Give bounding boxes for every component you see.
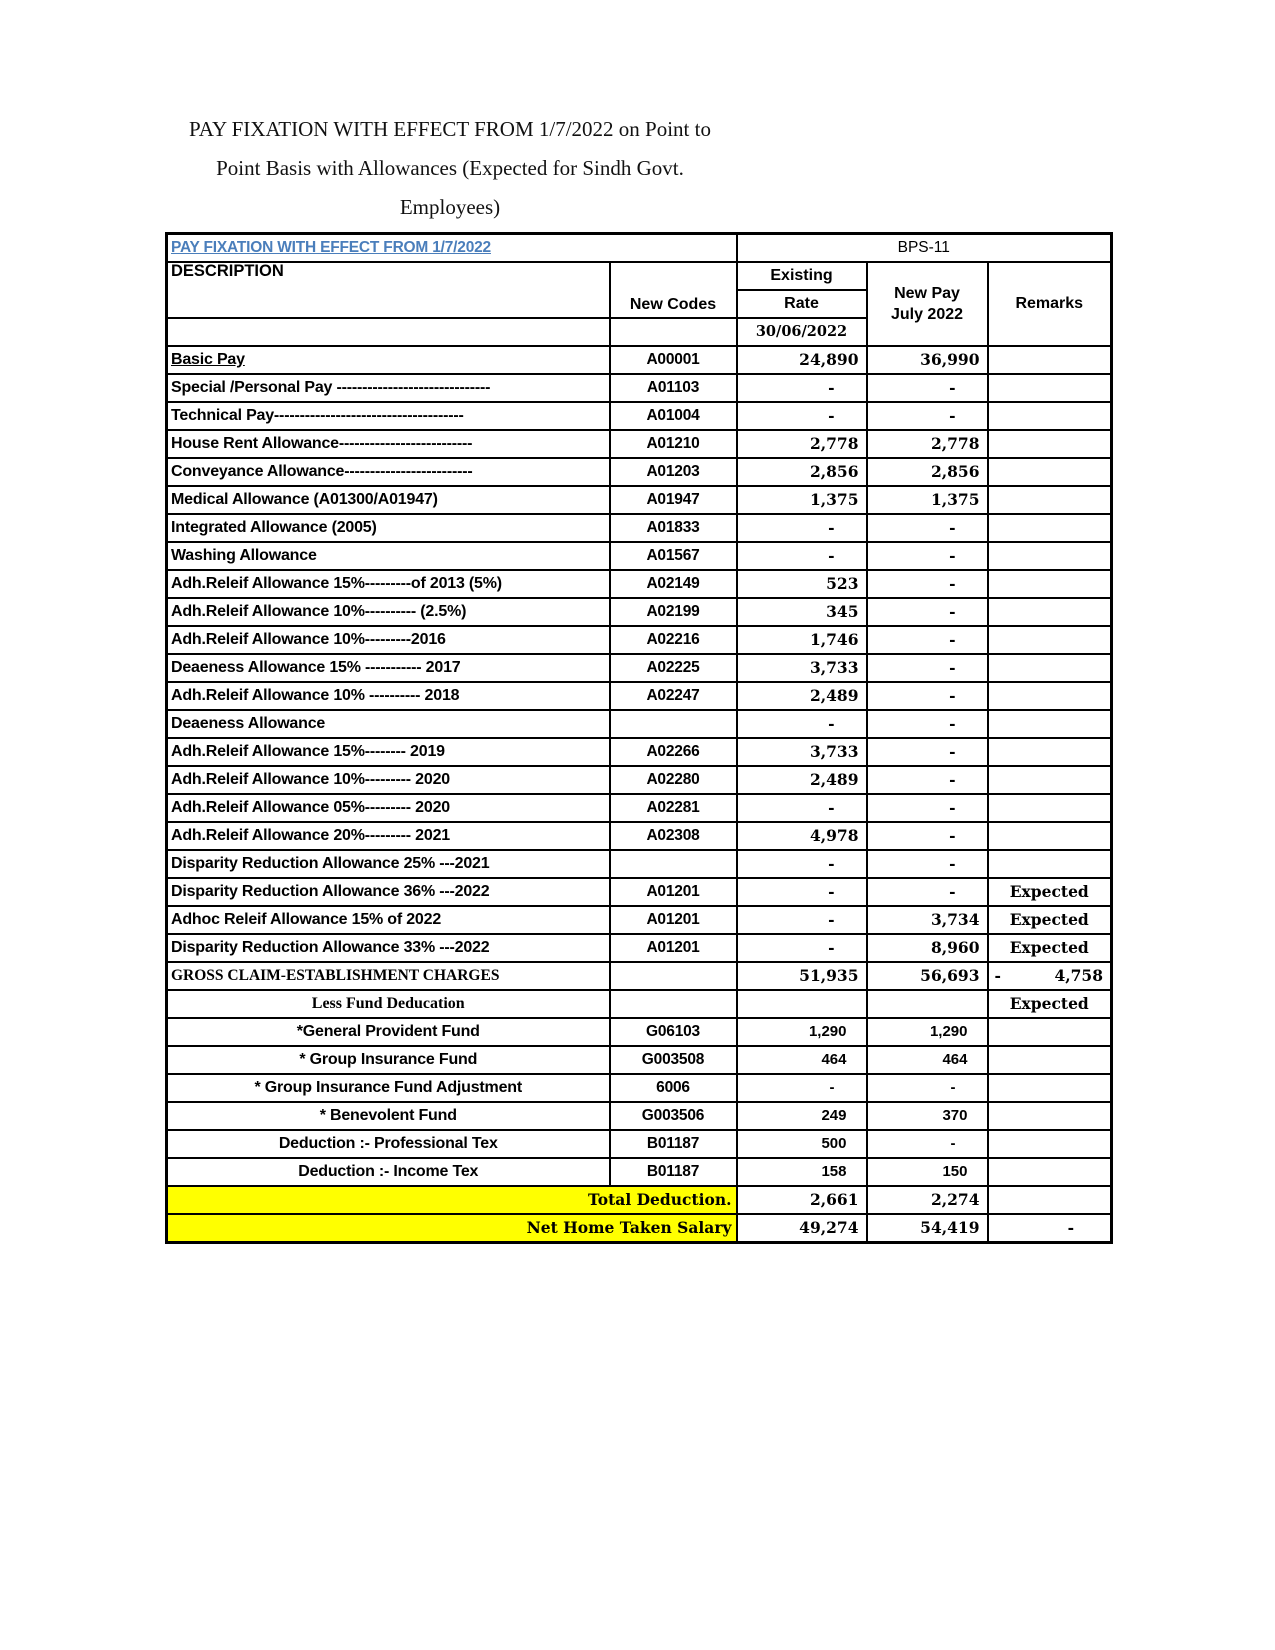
row-code-cell: A01567 — [610, 542, 737, 570]
row-new-pay-cell — [867, 990, 988, 1018]
row-new-pay-cell: - — [867, 542, 988, 570]
row-new-pay-cell: 2,274 — [867, 1186, 988, 1214]
table-row — [167, 1102, 1112, 1130]
row-new-pay-cell: 3,734 — [867, 906, 988, 934]
row-new-pay-cell: - — [867, 682, 988, 710]
row-new-pay-cell: 8,960 — [867, 934, 988, 962]
row-remarks-cell — [988, 1018, 1112, 1046]
row-existing-rate-cell: 2,489 — [737, 766, 867, 794]
row-existing-rate-cell: - — [737, 542, 867, 570]
row-description-cell: Washing Allowance — [167, 542, 610, 570]
row-remarks-cell — [988, 514, 1112, 542]
row-remarks-cell: Expected — [988, 990, 1112, 1018]
row-remarks-cell — [988, 1158, 1112, 1186]
row-label-cell: Total Deduction. — [167, 1186, 737, 1214]
row-existing-rate-cell: 49,274 — [737, 1214, 867, 1243]
row-description-cell: Special /Personal Pay ------------------------------ — [167, 374, 610, 402]
row-code-cell: A02149 — [610, 570, 737, 598]
row-existing-rate-cell: - — [737, 934, 867, 962]
row-new-pay-cell: 1,290 — [867, 1018, 988, 1046]
row-new-pay-cell: - — [867, 654, 988, 682]
row-remarks-cell — [988, 1186, 1112, 1214]
row-existing-rate-cell: 24,890 — [737, 346, 867, 374]
row-code-cell: A01201 — [610, 878, 737, 906]
row-existing-rate-cell: - — [737, 1074, 867, 1102]
table-row — [167, 682, 1112, 710]
row-existing-rate-cell: 249 — [737, 1102, 867, 1130]
row-code-cell: A02216 — [610, 626, 737, 654]
row-code-cell: A01203 — [610, 458, 737, 486]
row-remarks-cell — [988, 794, 1112, 822]
row-new-pay-cell: - — [867, 570, 988, 598]
row-code-cell: A02308 — [610, 822, 737, 850]
row-existing-rate-cell: 1,375 — [737, 486, 867, 514]
row-code-cell: A02247 — [610, 682, 737, 710]
row-new-pay-cell: 2,778 — [867, 430, 988, 458]
row-remarks-cell: Expected — [988, 934, 1112, 962]
row-remarks-cell: - — [988, 1214, 1112, 1243]
table-row — [167, 346, 1112, 374]
remark-amount: 4,758 — [1054, 965, 1103, 985]
row-existing-rate-cell — [737, 990, 867, 1018]
row-existing-rate-cell: - — [737, 710, 867, 738]
new-codes-header-spacer-cell — [610, 318, 737, 346]
rate-header-cell: Rate — [737, 290, 867, 318]
table-row — [167, 1186, 1112, 1214]
row-new-pay-cell: - — [867, 850, 988, 878]
row-remarks-cell — [988, 738, 1112, 766]
row-new-pay-cell: 1,375 — [867, 486, 988, 514]
row-existing-rate-cell: - — [737, 794, 867, 822]
table-row — [167, 878, 1112, 906]
table-row — [167, 962, 1112, 990]
table-row — [167, 1214, 1112, 1243]
remarks-column-header: Remarks — [988, 262, 1112, 346]
row-new-pay-cell: - — [867, 514, 988, 542]
row-description-cell: Conveyance Allowance------------------------- — [167, 458, 610, 486]
row-new-pay-cell: - — [867, 598, 988, 626]
existing-header-cell: Existing — [737, 262, 867, 290]
row-new-pay-cell: - — [867, 402, 988, 430]
row-code-cell: A02266 — [610, 738, 737, 766]
row-description-cell: Disparity Reduction Allowance 36% ---2022 — [167, 878, 610, 906]
remark-negative-sign: - — [994, 965, 1001, 985]
row-new-pay-cell: - — [867, 1130, 988, 1158]
document-title-line-3: Employees) — [399, 195, 501, 219]
row-existing-rate-cell: 500 — [737, 1130, 867, 1158]
table-row — [167, 514, 1112, 542]
table-row — [167, 794, 1112, 822]
row-remarks-cell — [988, 850, 1112, 878]
row-existing-rate-cell: - — [737, 906, 867, 934]
description-column-header: DESCRIPTION — [167, 262, 610, 318]
row-description-cell: Deduction :- Professional Tex — [167, 1130, 610, 1158]
row-code-cell: A01833 — [610, 514, 737, 542]
table-row — [167, 850, 1112, 878]
row-remarks-cell — [988, 374, 1112, 402]
row-new-pay-cell: 56,693 — [867, 962, 988, 990]
table-row — [167, 766, 1112, 794]
row-new-pay-cell: 36,990 — [867, 346, 988, 374]
rate-date-cell: 30/06/2022 — [737, 318, 867, 346]
row-existing-rate-cell: 1,290 — [737, 1018, 867, 1046]
row-code-cell: A01201 — [610, 906, 737, 934]
row-description-cell: Disparity Reduction Allowance 33% ---2022 — [167, 934, 610, 962]
row-code-cell: A01201 — [610, 934, 737, 962]
table-row — [167, 738, 1112, 766]
bps-grade-cell: BPS-11 — [737, 234, 1112, 263]
row-description-cell: Medical Allowance (A01300/A01947) — [167, 486, 610, 514]
row-remarks-cell: Expected — [988, 878, 1112, 906]
row-code-cell: A02281 — [610, 794, 737, 822]
row-code-cell — [610, 710, 737, 738]
row-code-cell — [610, 990, 737, 1018]
row-existing-rate-cell: 3,733 — [737, 738, 867, 766]
row-code-cell: G06103 — [610, 1018, 737, 1046]
row-new-pay-cell: 464 — [867, 1046, 988, 1074]
row-description-cell: Adh.Releif Allowance 10%---------- (2.5%) — [167, 598, 610, 626]
row-remarks-cell — [988, 542, 1112, 570]
row-remarks-cell — [988, 710, 1112, 738]
row-new-pay-cell: - — [867, 822, 988, 850]
row-existing-rate-cell: 2,489 — [737, 682, 867, 710]
table-row — [167, 1074, 1112, 1102]
row-new-pay-cell: - — [867, 878, 988, 906]
pay-fixation-table — [165, 232, 1113, 1244]
table-row — [167, 542, 1112, 570]
row-code-cell: A02280 — [610, 766, 737, 794]
row-new-pay-cell: 2,856 — [867, 458, 988, 486]
row-code-cell: G003506 — [610, 1102, 737, 1130]
row-code-cell: A02199 — [610, 598, 737, 626]
row-description-cell: Adh.Releif Allowance 10%---------2016 — [167, 626, 610, 654]
table-row — [167, 598, 1112, 626]
new-pay-header-line-1: New Pay — [894, 285, 960, 302]
row-code-cell: A00001 — [610, 346, 737, 374]
table-row — [167, 1158, 1112, 1186]
row-code-cell — [610, 962, 737, 990]
document-title — [170, 110, 730, 227]
row-new-pay-cell: - — [867, 1074, 988, 1102]
table-header-row-1 — [167, 234, 1112, 263]
row-new-pay-cell: 54,419 — [867, 1214, 988, 1243]
row-code-cell: A01103 — [610, 374, 737, 402]
row-new-pay-cell: - — [867, 794, 988, 822]
row-description-cell: GROSS CLAIM-ESTABLISHMENT CHARGES — [167, 962, 610, 990]
row-description-cell: Adh.Releif Allowance 10%--------- 2020 — [167, 766, 610, 794]
row-existing-rate-cell: 464 — [737, 1046, 867, 1074]
table-row — [167, 626, 1112, 654]
row-code-cell: A01947 — [610, 486, 737, 514]
row-existing-rate-cell: - — [737, 850, 867, 878]
row-remarks-cell — [988, 1102, 1112, 1130]
row-description-cell: Adh.Releif Allowance 15%-------- 2019 — [167, 738, 610, 766]
row-new-pay-cell: - — [867, 374, 988, 402]
row-description-cell: Adh.Releif Allowance 20%--------- 2021 — [167, 822, 610, 850]
row-description-cell: Adh.Releif Allowance 05%--------- 2020 — [167, 794, 610, 822]
row-remarks-cell — [988, 766, 1112, 794]
table-row — [167, 1018, 1112, 1046]
table-row — [167, 822, 1112, 850]
row-remarks-cell — [988, 962, 1112, 990]
row-code-cell — [610, 850, 737, 878]
row-existing-rate-cell: 2,661 — [737, 1186, 867, 1214]
row-remarks-cell — [988, 1046, 1112, 1074]
table-row — [167, 1130, 1112, 1158]
table-row — [167, 486, 1112, 514]
table-row — [167, 402, 1112, 430]
row-existing-rate-cell: 2,856 — [737, 458, 867, 486]
row-remarks-cell — [988, 402, 1112, 430]
row-new-pay-cell: 370 — [867, 1102, 988, 1130]
row-description-cell: Deaeness Allowance 15% ----------- 2017 — [167, 654, 610, 682]
row-new-pay-cell: - — [867, 766, 988, 794]
new-pay-column-header — [867, 262, 988, 346]
row-existing-rate-cell: - — [737, 374, 867, 402]
row-description-cell: Technical Pay------------------------------------- — [167, 402, 610, 430]
table-row — [167, 654, 1112, 682]
row-new-pay-cell: - — [867, 710, 988, 738]
row-description-cell: House Rent Allowance-------------------------- — [167, 430, 610, 458]
row-code-cell: A01210 — [610, 430, 737, 458]
row-description-cell — [167, 346, 610, 374]
row-description-cell: Adh.Releif Allowance 15%---------of 2013 (5%) — [167, 570, 610, 598]
row-code-cell: A02225 — [610, 654, 737, 682]
row-existing-rate-cell: 51,935 — [737, 962, 867, 990]
new-pay-header-line-2: July 2022 — [890, 306, 964, 323]
row-remarks-cell — [988, 682, 1112, 710]
row-label-cell: Net Home Taken Salary — [167, 1214, 737, 1243]
row-remarks-cell — [988, 486, 1112, 514]
row-remarks-cell: Expected — [988, 906, 1112, 934]
underlined-label: Basic Pay — [171, 350, 245, 368]
row-description-cell: * Benevolent Fund — [167, 1102, 610, 1130]
row-remarks-cell — [988, 1130, 1112, 1158]
table-header-row-2 — [167, 262, 1112, 290]
row-remarks-cell — [988, 570, 1112, 598]
row-remarks-cell — [988, 1074, 1112, 1102]
row-existing-rate-cell: - — [737, 878, 867, 906]
row-new-pay-cell: 150 — [867, 1158, 988, 1186]
row-description-cell: Disparity Reduction Allowance 25% ---2021 — [167, 850, 610, 878]
row-existing-rate-cell: 3,733 — [737, 654, 867, 682]
row-remarks-cell — [988, 430, 1112, 458]
document-title-line-2: Point Basis with Allowances (Expected for Sindh Govt. — [216, 156, 684, 180]
row-remarks-cell — [988, 822, 1112, 850]
sheet-title-cell: PAY FIXATION WITH EFFECT FROM 1/7/2022 — [167, 234, 737, 263]
row-remarks-cell — [988, 346, 1112, 374]
row-remarks-cell — [988, 626, 1112, 654]
table-row — [167, 458, 1112, 486]
row-description-cell: Adh.Releif Allowance 10% ---------- 2018 — [167, 682, 610, 710]
row-description-cell: *General Provident Fund — [167, 1018, 610, 1046]
table-row — [167, 570, 1112, 598]
row-code-cell: 6006 — [610, 1074, 737, 1102]
row-code-cell: B01187 — [610, 1158, 737, 1186]
row-description-cell: * Group Insurance Fund — [167, 1046, 610, 1074]
row-existing-rate-cell: - — [737, 402, 867, 430]
new-codes-column-header: New Codes — [610, 262, 737, 318]
row-existing-rate-cell: 345 — [737, 598, 867, 626]
row-description-cell: Less Fund Deducation — [167, 990, 610, 1018]
row-description-cell: * Group Insurance Fund Adjustment — [167, 1074, 610, 1102]
table-row — [167, 906, 1112, 934]
row-remarks-cell — [988, 458, 1112, 486]
row-new-pay-cell: - — [867, 626, 988, 654]
table-row — [167, 710, 1112, 738]
row-remarks-cell — [988, 598, 1112, 626]
row-description-cell: Deduction :- Income Tex — [167, 1158, 610, 1186]
row-remarks-cell — [988, 654, 1112, 682]
row-existing-rate-cell: 2,778 — [737, 430, 867, 458]
row-code-cell: G003508 — [610, 1046, 737, 1074]
row-code-cell: A01004 — [610, 402, 737, 430]
row-description-cell: Adhoc Releif Allowance 15% of 2022 — [167, 906, 610, 934]
row-existing-rate-cell: 1,746 — [737, 626, 867, 654]
table-row — [167, 1046, 1112, 1074]
description-header-spacer-cell — [167, 318, 610, 346]
row-description-cell: Integrated Allowance (2005) — [167, 514, 610, 542]
table-row — [167, 934, 1112, 962]
row-code-cell: B01187 — [610, 1130, 737, 1158]
row-description-cell: Deaeness Allowance — [167, 710, 610, 738]
document-title-line-1: PAY FIXATION WITH EFFECT FROM 1/7/2022 on Point to — [189, 117, 711, 141]
row-existing-rate-cell: 4,978 — [737, 822, 867, 850]
table-row — [167, 374, 1112, 402]
row-existing-rate-cell: - — [737, 514, 867, 542]
table-row — [167, 430, 1112, 458]
row-existing-rate-cell: 523 — [737, 570, 867, 598]
table-row — [167, 990, 1112, 1018]
row-new-pay-cell: - — [867, 738, 988, 766]
row-existing-rate-cell: 158 — [737, 1158, 867, 1186]
